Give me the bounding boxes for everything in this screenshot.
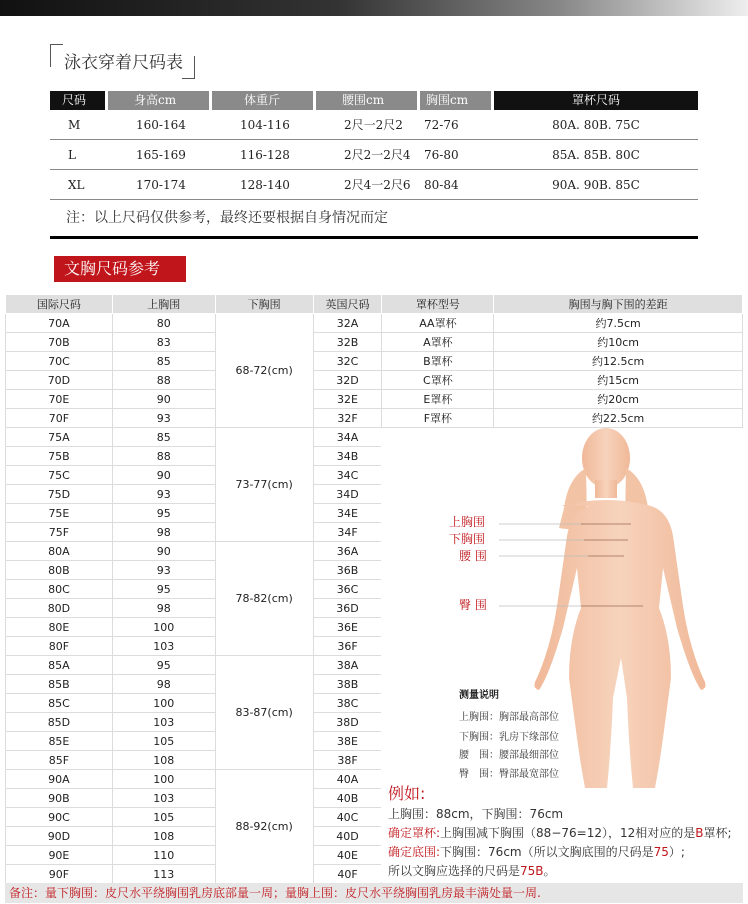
cell: 约7.5cm: [494, 314, 743, 333]
cell: 103: [112, 637, 215, 656]
example-title: 例如:: [388, 784, 426, 803]
cell: F罩杯: [382, 409, 494, 428]
cell: 38E: [313, 732, 382, 751]
cell: 36C: [313, 580, 382, 599]
cell: 93: [112, 485, 215, 504]
example-line: 确定罩杯:上胸围减下胸围（88−76=12），12相对应的是B罩杯;: [388, 826, 732, 840]
table-row: [6, 390, 743, 409]
cell: 73-77(cm): [215, 428, 313, 542]
label-upper-bust: 上胸围: [449, 515, 486, 529]
cell: 104-116: [212, 110, 316, 140]
cell: 116-128: [212, 140, 316, 170]
swimsuit-title-text: 泳衣穿着尺码表: [64, 53, 183, 73]
label-waist: 腰 围: [459, 549, 487, 563]
cell: 36A: [313, 542, 382, 561]
cell: 93: [112, 561, 215, 580]
cell: 80E: [6, 618, 113, 637]
body-silhouette-figure: [381, 428, 743, 788]
cell: 约22.5cm: [494, 409, 743, 428]
swim-header-height: 身高cm: [108, 91, 212, 110]
cell: 70A: [6, 314, 113, 333]
cell: 85A. 85B. 80C: [494, 140, 698, 170]
swimsuit-size-table: [50, 91, 698, 200]
legend-item: 上胸围：胸部最高部位: [459, 712, 559, 723]
cell: 40E: [313, 846, 382, 865]
table-row: [6, 333, 743, 352]
cell: 约15cm: [494, 371, 743, 390]
cell: 88-92(cm): [215, 770, 313, 884]
cell: 100: [112, 694, 215, 713]
cell: 34A: [313, 428, 382, 447]
cell: 38A: [313, 656, 382, 675]
cell: 约10cm: [494, 333, 743, 352]
cell: 110: [112, 846, 215, 865]
cell: 88: [112, 371, 215, 390]
cell: 113: [112, 865, 215, 884]
swimsuit-title: [50, 44, 195, 79]
bra-header-uk: 英国尺码: [313, 295, 382, 314]
cell: 34D: [313, 485, 382, 504]
cell: 70C: [6, 352, 113, 371]
cell: 95: [112, 504, 215, 523]
label-under-bust: 下胸围: [449, 532, 486, 546]
cell: 38D: [313, 713, 382, 732]
cell: 85: [112, 352, 215, 371]
cell: B罩杯: [382, 352, 494, 371]
cell: 85C: [6, 694, 113, 713]
cell: 约12.5cm: [494, 352, 743, 371]
table-row: [50, 140, 698, 170]
cell: 34F: [313, 523, 382, 542]
cell: M: [50, 110, 108, 140]
bra-header-intl: 国际尺码: [6, 295, 113, 314]
cell: 90E: [6, 846, 113, 865]
table-row: [6, 314, 743, 333]
cell: 95: [112, 580, 215, 599]
cell: XL: [50, 170, 108, 200]
cell: 85: [112, 428, 215, 447]
cell: 90B: [6, 789, 113, 808]
cell: 85A: [6, 656, 113, 675]
cell: 90C: [6, 808, 113, 827]
cell: 103: [112, 789, 215, 808]
cell: 95: [112, 656, 215, 675]
swim-header-weight: 体重斤: [212, 91, 316, 110]
cell: 90: [112, 466, 215, 485]
example-line: 所以文胸应选择的尺码是75B。: [388, 864, 556, 878]
cell: 108: [112, 751, 215, 770]
cell: 38B: [313, 675, 382, 694]
cell: 2尺2一2尺4: [316, 140, 420, 170]
cell: 34B: [313, 447, 382, 466]
cell: 83-87(cm): [215, 656, 313, 770]
cell: 165-169: [108, 140, 212, 170]
cell: 34E: [313, 504, 382, 523]
table-row: [50, 110, 698, 140]
cell: 2尺一2尺2: [316, 110, 420, 140]
cell: 78-82(cm): [215, 542, 313, 656]
cell: E罩杯: [382, 390, 494, 409]
footer-note: 备注：量下胸围：皮尺水平绕胸围乳房底部量一周；量胸上围：皮尺水平绕胸围乳房最丰满处量一周.: [5, 883, 743, 903]
cell: C罩杯: [382, 371, 494, 390]
cell: 36E: [313, 618, 382, 637]
swim-header-bust: 胸围cm: [420, 91, 494, 110]
section-divider: [50, 236, 698, 239]
cell: AA罩杯: [382, 314, 494, 333]
cell: 36B: [313, 561, 382, 580]
legend-title: 测量说明: [459, 690, 499, 701]
cell: 98: [112, 675, 215, 694]
example-block: [388, 784, 744, 881]
cell: 103: [112, 713, 215, 732]
cell: 88: [112, 447, 215, 466]
cell: 70F: [6, 409, 113, 428]
cell: 38C: [313, 694, 382, 713]
legend-item: 下胸围：乳房下缘部位: [459, 732, 559, 743]
bra-header-cup: 罩杯型号: [382, 295, 494, 314]
swim-header-size: 尺码: [50, 91, 108, 110]
cell: 72-76: [420, 110, 494, 140]
cell: 68-72(cm): [215, 314, 313, 428]
cell: 70D: [6, 371, 113, 390]
bra-header-diff: 胸围与胸下围的差距: [494, 295, 743, 314]
cell: 40B: [313, 789, 382, 808]
top-gradient-bar: [0, 0, 748, 16]
cell: 100: [112, 770, 215, 789]
cell: 100: [112, 618, 215, 637]
cell: 85D: [6, 713, 113, 732]
cell: 90F: [6, 865, 113, 884]
cell: 105: [112, 732, 215, 751]
cell: 83: [112, 333, 215, 352]
bra-header-under: 下胸围: [215, 295, 313, 314]
cell: 75E: [6, 504, 113, 523]
cell: 80F: [6, 637, 113, 656]
cell: 40A: [313, 770, 382, 789]
title-corner-left: [50, 44, 63, 67]
cell: 85F: [6, 751, 113, 770]
cell: 85B: [6, 675, 113, 694]
cell: 90: [112, 542, 215, 561]
cell: 80B: [6, 561, 113, 580]
table-row: [6, 371, 743, 390]
swim-header-cup: 罩杯尺码: [494, 91, 698, 110]
swim-header-waist: 腰围cm: [316, 91, 420, 110]
cell: 75D: [6, 485, 113, 504]
label-hip: 臀 围: [459, 598, 487, 612]
example-line: 上胸围：88cm，下胸围：76cm: [388, 807, 564, 821]
cell: 85E: [6, 732, 113, 751]
title-corner-right: [182, 56, 195, 79]
cell: 34C: [313, 466, 382, 485]
cell: 108: [112, 827, 215, 846]
cell: 32C: [313, 352, 382, 371]
cell: 40D: [313, 827, 382, 846]
cell: 70B: [6, 333, 113, 352]
cell: 80-84: [420, 170, 494, 200]
cell: 80A: [6, 542, 113, 561]
cell: 170-174: [108, 170, 212, 200]
swimsuit-note: 注：以上尺码仅供参考，最终还要根据自身情况而定: [66, 210, 388, 226]
cell: 160-164: [108, 110, 212, 140]
cell: 2尺4一2尺6: [316, 170, 420, 200]
cell: 70E: [6, 390, 113, 409]
cell: 90D: [6, 827, 113, 846]
cell: 105: [112, 808, 215, 827]
cell: 80A. 80B. 75C: [494, 110, 698, 140]
cell: 40F: [313, 865, 382, 884]
cell: 36F: [313, 637, 382, 656]
cell: 75F: [6, 523, 113, 542]
cell: 80C: [6, 580, 113, 599]
cell: 38F: [313, 751, 382, 770]
cell: 90A: [6, 770, 113, 789]
table-row: [6, 409, 743, 428]
legend-item: 臀 围：臀部最宽部位: [459, 769, 559, 780]
cell: A罩杯: [382, 333, 494, 352]
cell: 80D: [6, 599, 113, 618]
cell: L: [50, 140, 108, 170]
cell: 128-140: [212, 170, 316, 200]
cell: 32E: [313, 390, 382, 409]
bra-header-upper: 上胸围: [112, 295, 215, 314]
example-line: 确定底围:下胸围：76cm（所以文胸底围的尺码是75）;: [388, 845, 685, 859]
cell: 76-80: [420, 140, 494, 170]
table-row: [6, 352, 743, 371]
cell: 32F: [313, 409, 382, 428]
cell: 75B: [6, 447, 113, 466]
cell: 80: [112, 314, 215, 333]
table-row: [50, 170, 698, 200]
cell: 32B: [313, 333, 382, 352]
cell: 75C: [6, 466, 113, 485]
cell: 90: [112, 390, 215, 409]
legend-item: 腰 围：腰部最细部位: [459, 750, 559, 761]
cell: 40C: [313, 808, 382, 827]
cell: 90A. 90B. 85C: [494, 170, 698, 200]
cell: 36D: [313, 599, 382, 618]
cell: 32A: [313, 314, 382, 333]
cell: 93: [112, 409, 215, 428]
cell: 约20cm: [494, 390, 743, 409]
cell: 32D: [313, 371, 382, 390]
cell: 98: [112, 523, 215, 542]
cell: 98: [112, 599, 215, 618]
bra-section-title: 文胸尺码参考: [54, 256, 186, 282]
cell: 75A: [6, 428, 113, 447]
